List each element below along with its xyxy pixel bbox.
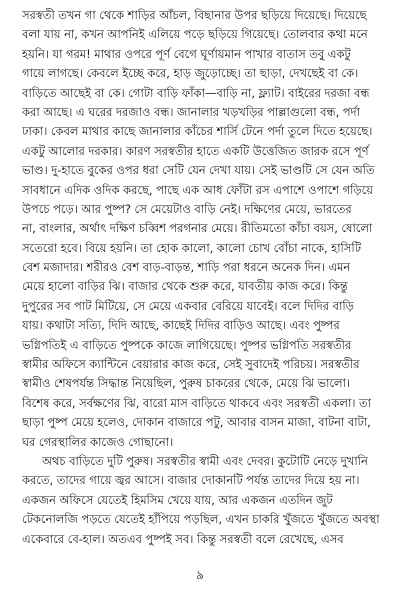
- text-line: একজন অফিসে যেতেই হিমসিম খেয়ে যায়, আর একজন এতদিন জুট: [22, 492, 333, 507]
- text-line: স্বামীও শেষপর্যন্ত সিদ্ধান্ত নিয়েছিল, পুরুষ চাকরের থেকে, মেয়ে ঝি ভালো।: [22, 376, 350, 391]
- text-line: উপচে পড়ে। আর পুষ্প? সে মেয়েটাও বাড়ি নেই। দক্ষিণের মেয়ে, ভারতের: [22, 201, 352, 216]
- text-line: বেশ মজাদার। শরীরও বেশ বাড়-বাড়ন্ত, শাড়ি পরা ধরনে অনেক দিন। এমন: [22, 260, 351, 275]
- text-line: সাবধানে এদিক ওদিক করছে, পাছে এক আধ ফোঁটা রস এপাশে ওপাশে গড়িয়ে: [22, 182, 373, 197]
- text-line: করা আছে। এ ঘরের দরজাও বন্ধ। জানালার খড়খড়ির পাল্লাগুলো বন্ধ, পর্দা: [22, 104, 360, 119]
- text-line: বিশেষ করে, সর্বক্ষণের ঝি, বারো মাস বাড়িতে থাকবে এবং সরস্বতী একলা। তা: [22, 395, 371, 410]
- text-line: সরস্বতী তখন গা থেকে শাড়ির আঁচল, বিছানার উপর ছড়িয়ে দিয়েছে। দিয়েছে: [22, 8, 367, 22]
- text-line: যায়। কথাটা সত্যি, দিদি আছে, কাছেই দিদির বাড়িও আছে। এবং পুষ্পর: [22, 318, 340, 333]
- text-line: স্বামীর অফিসে ক্যান্টিনে বেয়ারার কাজ করে, সেই সুবাদেই পরিচয়। সরস্বতীর: [22, 357, 360, 372]
- text-line: না, বাংলার, অর্থাৎ দক্ষিণ চব্বিশ পরগনার মেয়ে। রীতিমতো কাঁচা বয়স, ষোলো: [22, 221, 373, 236]
- text-line: ঘর গেরস্থালির কাজেও গোছানো।: [22, 434, 174, 449]
- text-line: ছাড়া পুষ্প মেয়ে হলেও, দোকান বাজারে পটু, আবার বাসন মাজা, বাটনা বাটা,: [22, 415, 371, 430]
- text-line: সতেরো হবে। বিয়ে হয়নি। তা হোক কালো, কালো চোখ বোঁচা নাকে, হাসিটি: [22, 240, 361, 255]
- text-line: বলা যায় না, কখন আপনিই এলিয়ে পড়ে ছড়িয়ে গিয়েছে। তোলবার কথা মনে: [22, 27, 368, 42]
- text-line: করতে, তাদের গায়ে জ্বর আসে। বাজার দোকানটি পর্যন্ত তাদের দিয়ে হয় না।: [22, 473, 360, 488]
- text-line: বাড়িতে আছেই বা কে। গোটা বাড়ি ফাঁকা—বাড়ি না, ফ্ল্যাট। বাইরের দরজা বন্ধ: [22, 85, 370, 100]
- text-line: গায়ে লাগছে। কেবলে ইচ্ছে করে, হাড় জুড়োচ্ছে। তা ছাড়া, দেখছেই বা কে।: [22, 66, 359, 81]
- text-line: একটু আলোর দরকার। কারণ সরস্বতীর হাতে একটি উত্তেজিত জারক রসে পূর্ণ: [22, 143, 369, 158]
- text-line: ঢাকা। কেবল মাথার কাছে জানালার কাঁচের শার্সি টেনে পর্দা তুলে দিতে হয়েছে।: [22, 124, 373, 139]
- page-number: ৯: [196, 568, 204, 582]
- text-line: একেবারে বে-হাল। অতএব পুষ্পই সব। কিন্তু সরস্বতী বলে রেখেছে, এসব: [22, 531, 344, 546]
- text-line: টেকনোলজি পড়তে যেতেই হাঁপিয়ে পড়ছিল, এখন চাকরি খুঁজতে খুঁজতে অবস্থা: [22, 512, 380, 527]
- text-line: ভাণ্ড। দু-হাতে বুকের ওপর ধরা সেটি যেন দেখা যায়। সেই ভাণ্ডটি সে যেন অতি: [22, 163, 375, 178]
- text-line: দুপুরের সব পাট মিটিয়ে, সে মেয়ে একবার বেরিয়ে যাবেই। বলে দিদির বাড়ি: [22, 298, 354, 313]
- text-line: হয়নি। যা গরম! মাথার ওপরে পূর্ণ বেগে ঘূর্ণায়মান পাখার বাতাস তবু একটু: [22, 46, 351, 61]
- text-line: ভগ্নিপতিই এ বাড়িতে পুষ্পকে কাজে লাগিয়েছে। পুষ্পর ভগ্নিপতি সরস্বতীর: [22, 337, 352, 352]
- paragraph-start-line: অথচ বাড়িতে দুটি পুরুষ। সরস্বতীর স্বামী এবং দেবর। কুটোটি নেড়ে দুখানি: [42, 453, 368, 468]
- text-line: মেয়ে হালো বাড়ির ঝি। বাজার থেকে শুরু করে, যাবতীয় কাজ করে। কিন্তু: [22, 279, 348, 294]
